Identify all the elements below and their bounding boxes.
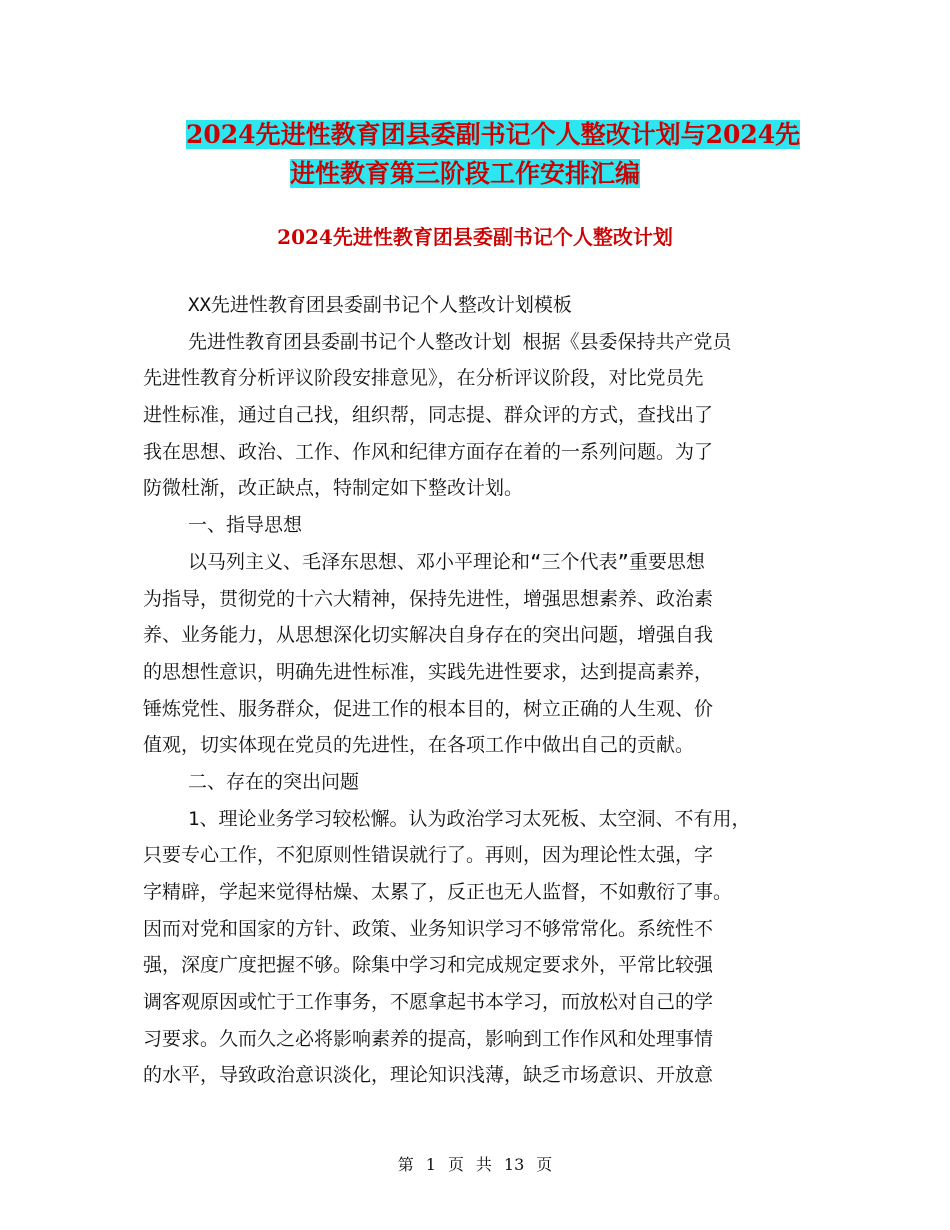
paragraph-line: 先进性教育分析评议阶段安排意见》，在分析评议阶段，对比党员先 <box>143 367 704 390</box>
footer-word-ye: 页 <box>447 1155 464 1174</box>
paragraph-line: 的思想性意识，明确先进性标准，实践先进性要求，达到提高素养， <box>143 660 714 683</box>
paragraph-line: 调客观原因或忙于工作事务，不愿拿起书本学习，而放松对自己的学 <box>143 991 714 1014</box>
paragraph-line: 的水平，导致政治意识淡化，理论知识浅薄，缺乏市场意识、开放意 <box>143 1064 714 1087</box>
title-line-2-text: 进性教育第三阶段工作安排汇编 <box>290 159 641 188</box>
footer-word-ye-2: 页 <box>536 1155 553 1174</box>
footer-word-di: 第 <box>397 1155 414 1174</box>
title-line-1 <box>186 116 800 154</box>
paragraph-line: 锤炼党性、服务群众，促进工作的根本目的，树立正确的人生观、价 <box>143 697 714 720</box>
paragraph-line: 为指导，贯彻党的十六大精神，保持先进性，增强思想素养、政治素 <box>143 587 714 610</box>
section-title: 2024先进性教育团县委副书记个人整改计划 <box>277 225 673 249</box>
paragraph-line: 因而对党和国家的方针、政策、业务知识学习不够常常化。系统性不 <box>143 917 714 940</box>
paragraph-line: 值观，切实体现在党员的先进性，在各项工作中做出自己的贡献。 <box>143 734 695 757</box>
document-body <box>143 287 823 1094</box>
page-number: 1 <box>425 1155 436 1174</box>
paragraph-line: 字精辟，学起来觉得枯燥、太累了，反正也无人监督，不如敷衍了事。 <box>143 881 733 903</box>
paragraph-line: 我在思想、政治、工作、作风和纪律方面存在着的一系列问题。为了 <box>143 440 714 463</box>
paragraph-line: 养、业务能力，从思想深化切实解决自身存在的突出问题，增强自我 <box>143 624 714 647</box>
paragraph-line: 防微杜渐，改正缺点，特制定如下整改计划。 <box>143 477 524 500</box>
paragraph-line: 进性标准，通过自己找，组织帮，同志提、群众评的方式，查找出了 <box>143 404 714 427</box>
paragraph-line: 习要求。久而久之必将影响素养的提高，影响到工作作风和处理事情 <box>143 1027 714 1050</box>
section-heading: 一、指导思想 <box>188 514 303 537</box>
title-line-2 <box>290 155 640 193</box>
paragraph-line: 以马列主义、毛泽东思想、邓小平理论和“三个代表”重要思想 <box>188 550 705 573</box>
paragraph-line: 只要专心工作，不犯原则性错误就行了。再则，因为理论性太强，字 <box>143 844 714 867</box>
title-line-1-text: 2024先进性教育团县委副书记个人整改计划与2024先 <box>186 120 801 149</box>
paragraph-line: 强，深度广度把握不够。除集中学习和完成规定要求外，平常比较强 <box>143 954 714 977</box>
paragraph-line: XX先进性教育团县委副书记个人整改计划模板 <box>188 294 572 316</box>
page-footer <box>0 1152 950 1175</box>
section-heading: 二、存在的突出问题 <box>188 770 360 793</box>
footer-word-gong: 共 <box>475 1155 492 1174</box>
paragraph-line: 先进性教育团县委副书记个人整改计划 根据《县委保持共产党员 <box>188 330 732 353</box>
page-total: 13 <box>503 1155 525 1174</box>
paragraph-line: 1、理论业务学习较松懈。认为政治学习太死板、太空洞、不有用， <box>188 807 751 830</box>
